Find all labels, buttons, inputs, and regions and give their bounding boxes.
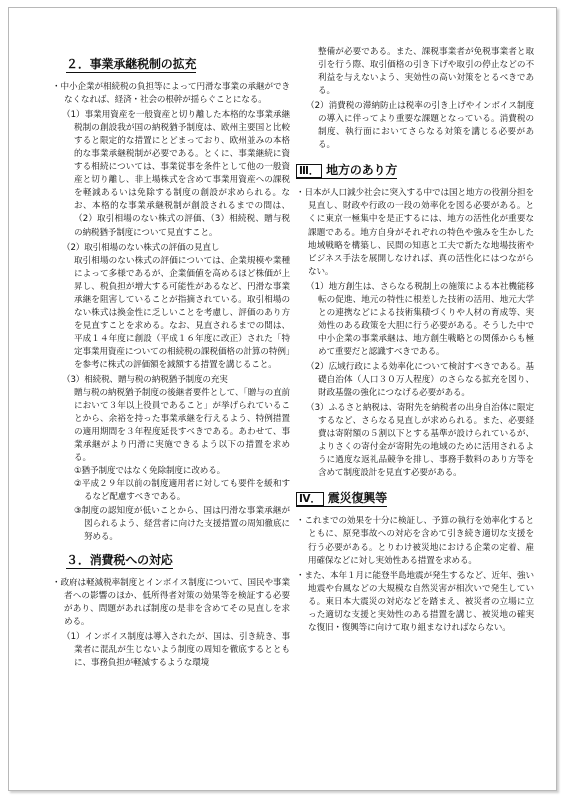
- paragraph: ・日本が人口減少社会に突入する中では国と地方の役割分担を見直し、財政や行政の一段の効率化を図る必要がある。とくに東京一極集中を是正するには、地方の活性化が重要な課題である。地方自身がそれぞれの特色や強みを生かした地域戦略を構築し、民間の知恵と工夫で新たな地場技術やビジネス手法を展開しなければ、真の活性化にはつながらない。: [296, 188, 534, 277]
- list-item: ①猶予制度ではなく免除制度に改める。: [74, 466, 226, 477]
- roman-numeral-box: Ⅳ．: [296, 492, 324, 506]
- subheading: （2）取引相場のない株式の評価の見直し: [62, 242, 220, 253]
- paragraph: ・中小企業が相続税の負担等によって円滑な事業の承継ができなくなれば、経済・社会の根幹が揺らぐことになる。: [52, 82, 290, 106]
- paragraph: （2）消費税の滞納防止は税率の引き上げやインボイス制度の導入に伴ってより重要な課題となっている。消費税の制度、執行面においてさらなる対策を講じる必要がある。: [306, 101, 534, 151]
- right-column: [296, 46, 534, 635]
- section-heading-disaster-recovery: [296, 490, 387, 507]
- heading-text: 震災復興等: [327, 491, 388, 506]
- list-item: ②平成２９年以前の制度適用者に対しても要件を緩和するなど配慮すべきである。: [74, 479, 290, 503]
- paragraph: （1）インボイス制度は導入されたが、国は、引き続き、事業者に混乱が生じないよう制度の周知を徹底するとともに、事務負担が軽減するような環境: [62, 631, 290, 668]
- section-heading-consumption-tax: ３．消費税への対応: [66, 552, 173, 567]
- left-column: [52, 54, 290, 670]
- heading-text: 地方のあり方: [326, 163, 398, 178]
- paragraph: （3）ふるさと納税は、寄附先を納税者の出身自治体に限定するなど、さらなる見直しが求められる。また、必要経費は寄附額の５割以下とする基準が設けられているが、よりさくの寄付金が寄附先の地域のために活用されるように過度な返礼品競争を排し、事務手数料のあり方等を含めて制度設計を見直す必要がある。: [306, 403, 534, 479]
- paragraph: 整備が必要である。また、課税事業者が免税事業者と取引を行う際、取引価格の引き下げや取引の停止などの不利益を与えないよう、実効性の高い対策をとるべきである。: [318, 47, 534, 97]
- paragraph: （1）事業用資産を一般資産と切り離した本格的な事業承継税制の創設我が国の納税猶予制度は、欧州主要国と比較すると限定的な措置にとどまっており、欧州並みの本格的な事業承継税制が必要である。とくに、事業継続に資する相続については、事業従事を条件として他の一般資産と切り離し、非上場株式を含めて事業用資産への課税を軽減あるいは免除する制度の創設が求められる。なお、本格的な事業承継税制が創設されるまでの間は、（2）取引相場のない株式の評価、（3）相続税、贈与税の納税猶予制度について見直すこと。: [62, 110, 290, 238]
- paragraph: 贈与税の納税猶予制度の後継者要件として、「贈与の直前において３年以上役員であること」が挙げられていることから、余裕を持った事業承継を行えるよう、特例措置の適用期間を３年程度延長すべきである。あわせて、事業承継がより円滑に実施できるよう以下の措置を求める。: [74, 388, 290, 464]
- section-heading-regions: [296, 162, 397, 179]
- paragraph: ・これまでの効果を十分に検証し、予算の執行を効率化するとともに、原発事故への対応を含めて引き続き適切な支援を行う必要がある。とりわけ被災地における企業の定着、雇用確保などに対し実効性ある措置を求める。: [296, 516, 534, 566]
- document-page: [8, 7, 557, 791]
- paragraph: （1）地方創生は、さらなる税制上の施策による本社機能移転の促進、地元の特性に根差した技術の活用、地元大学との連携などによる技術集積づくりや人材の育成等、実効性のある政策を大胆に行う必要がある。そうした中で中小企業の事業承継は、地方創生戦略との関係からも極めて重要だと認識すべきである。: [306, 281, 534, 357]
- paragraph: ・政府は軽減税率制度とインボイス制度について、国民や事業者への影響のほか、低所得者対策の効果等を検証する必要があり、問題があれば制度の是非を含めてその見直しを求める。: [52, 577, 290, 627]
- roman-numeral-box: Ⅲ．: [296, 164, 322, 178]
- paragraph: 取引相場のない株式の評価については、企業規模や業種によって多様であるが、企業価値を高めるほど株価が上昇し、税負担が増大する可能性があるなど、円滑な事業承継を阻害していることが指摘されている。取引相場のない株式は換金性に乏しいことを考慮し、評価のあり方を見直すことを求める。なお、見直されるまでの間は、平成１４年度に創設（平成１６年度に改正）された「特定事業用資産についての相続税の課税価格の計算の特例」を参考に株式の評価額を減額する措置を講じること。: [74, 255, 290, 370]
- paragraph: （2）広域行政による効率化について検討すべきである。基礎自治体（人口３０万人程度）のさらなる拡充を図り、財政基盤の強化につなげる必要がある。: [306, 361, 534, 399]
- paragraph: ・また、本年１月に能登半島地震が発生するなど、近年、強い地震や台風などの大規模な自然災害が相次いで発生している。東日本大震災の対応などを踏まえ、被災者の立場に立った適切な支援と実効性のある措置を講じ、被災地の確実な復旧・復興等に向けて取り組まなければならない。: [296, 570, 534, 633]
- section-heading-business-succession: ２．事業承継税制の拡充: [66, 57, 197, 71]
- subheading: （3）相続税、贈与税の納税猶予制度の充実: [62, 375, 228, 386]
- list-item: ③制度の認知度が低いことから、国は円滑な事業承継が図られるよう、経営者に向けた支援措置の周知徹底に努める。: [74, 505, 290, 542]
